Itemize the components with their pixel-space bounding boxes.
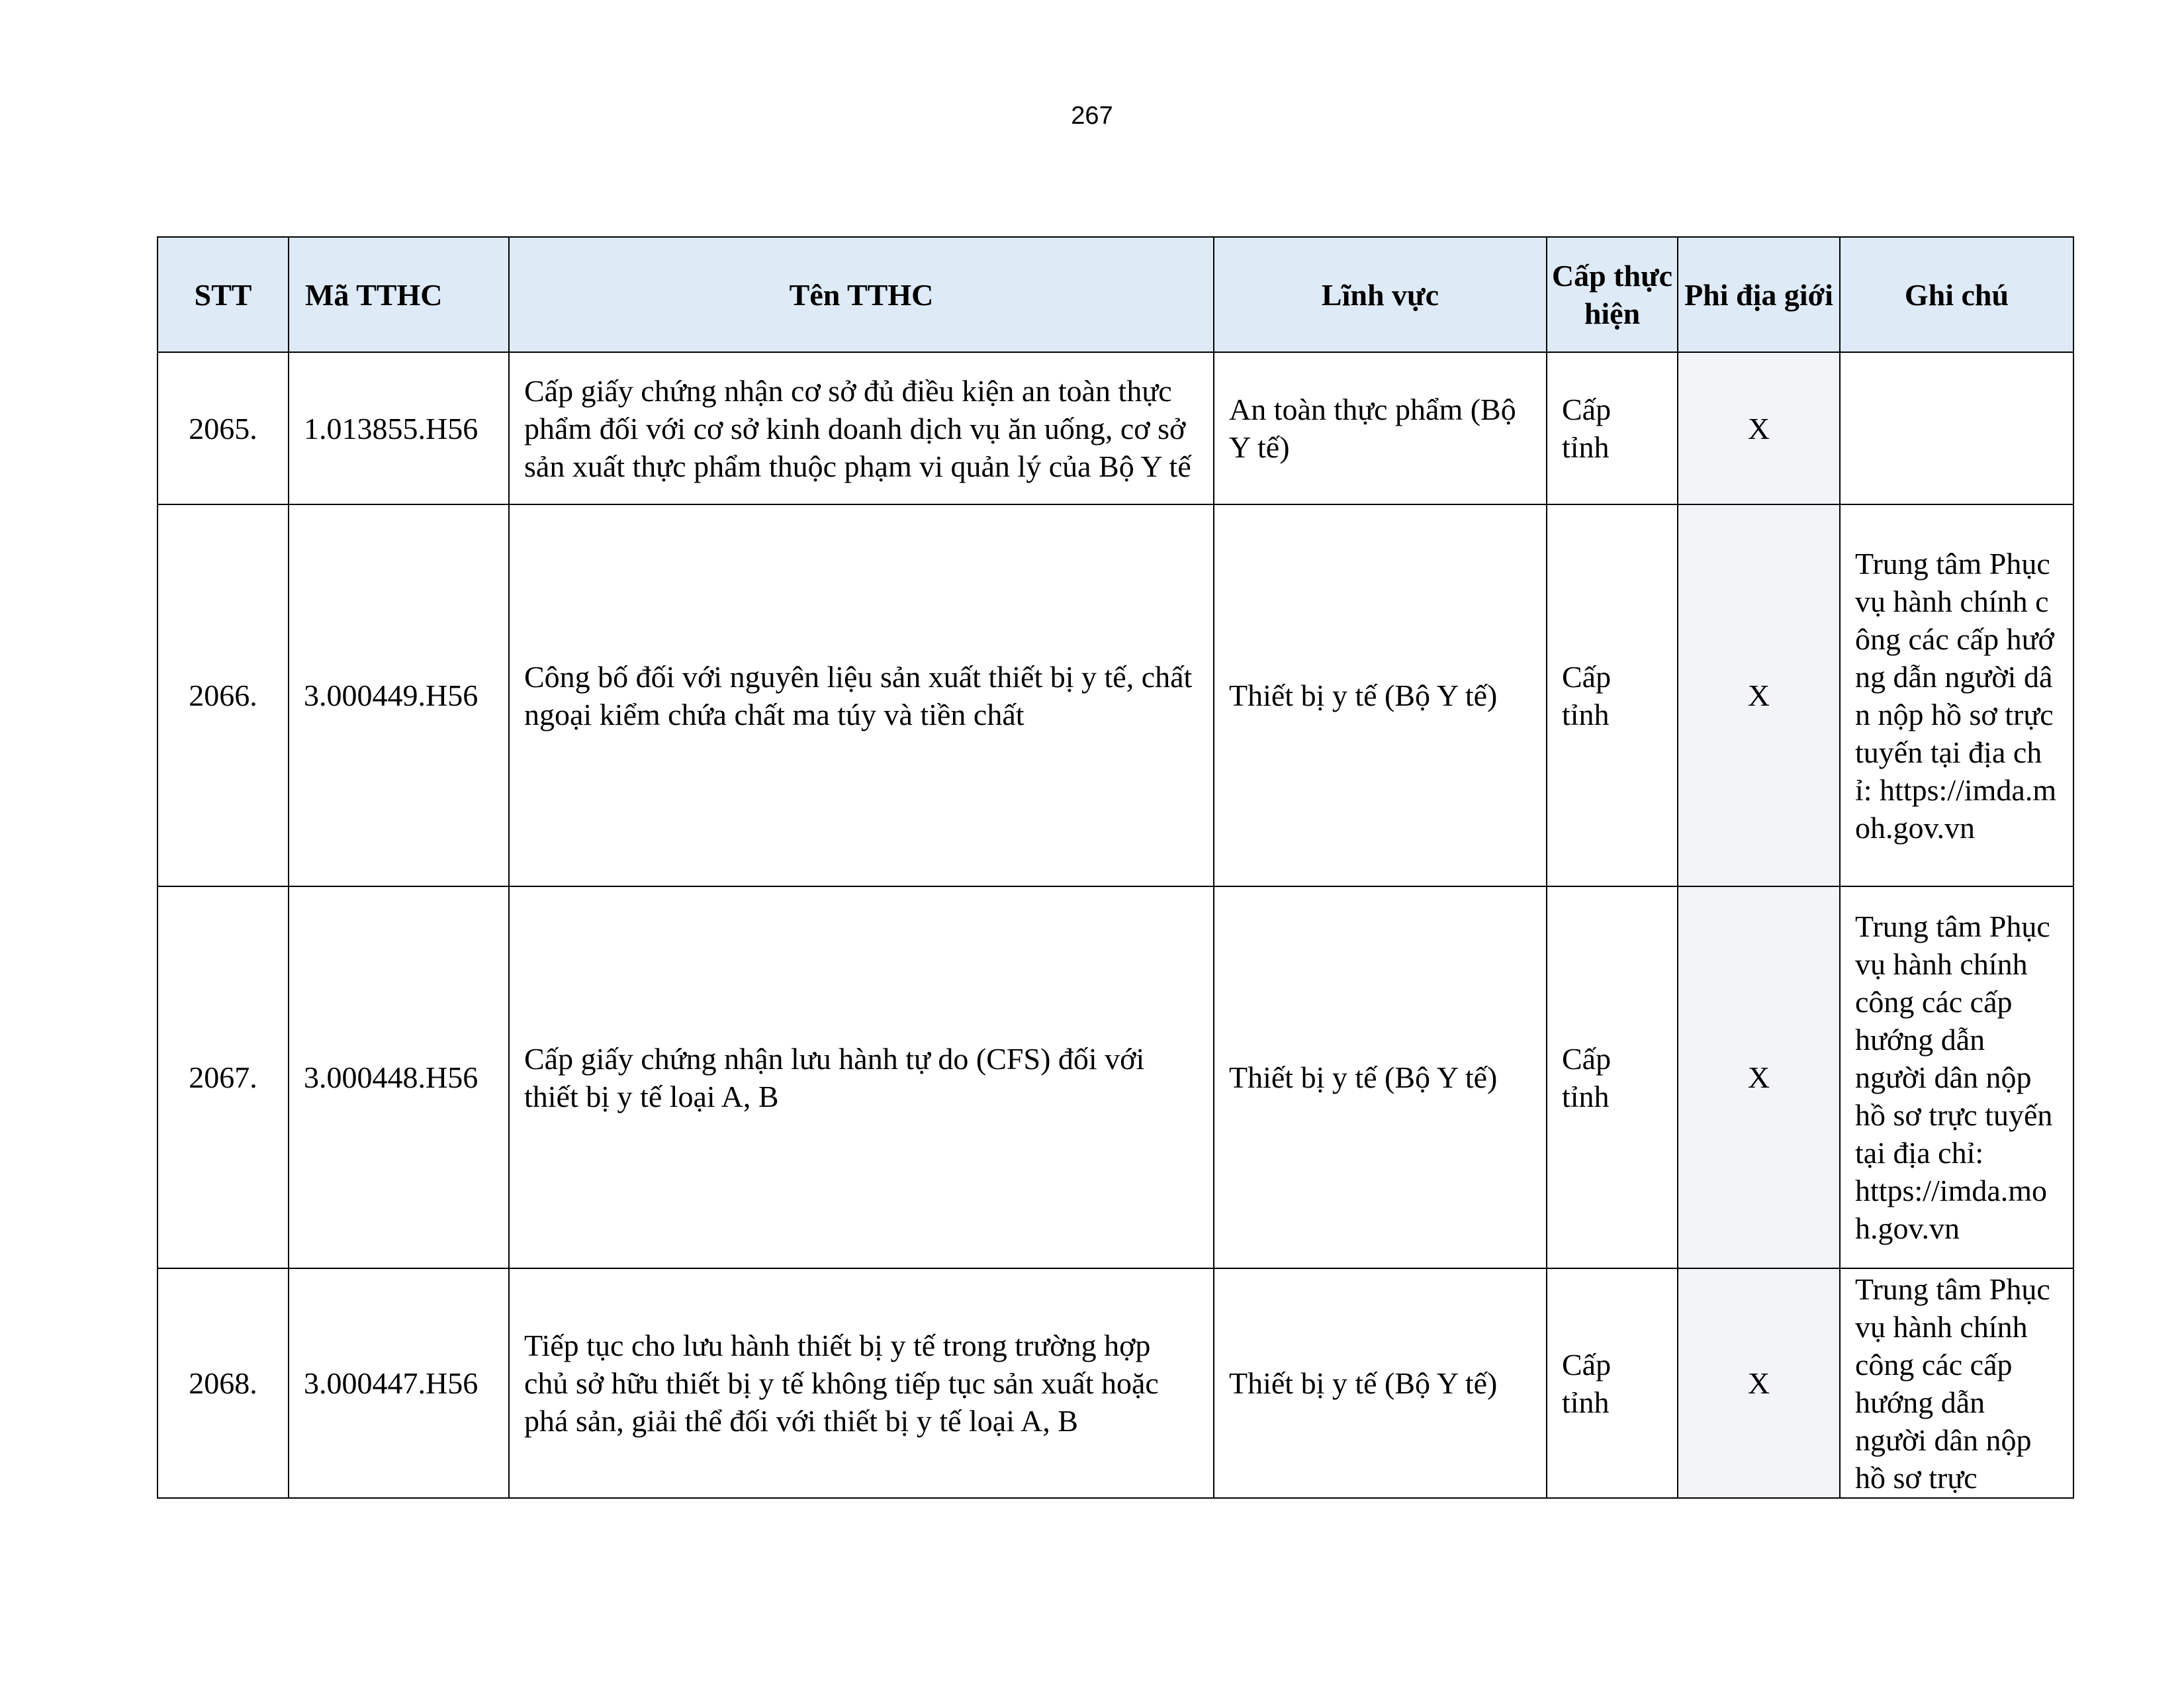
cell-stt: 2066.: [158, 504, 289, 886]
cell-phi-dia-gioi: X: [1678, 1268, 1840, 1498]
cell-ghi-chu: [1840, 352, 2073, 504]
cell-phi-dia-gioi: X: [1678, 886, 1840, 1268]
cell-ten-tthc: Công bố đối với nguyên liệu sản xuất thiết bị y tế, chất ngoại kiểm chứa chất ma túy và tiền chất: [509, 504, 1214, 886]
cell-ma-tthc: 3.000447.H56: [289, 1268, 509, 1498]
cell-stt: 2067.: [158, 886, 289, 1268]
header-ten-tthc: Tên TTHC: [509, 237, 1214, 352]
cell-linh-vuc: Thiết bị y tế (Bộ Y tế): [1214, 504, 1547, 886]
cell-ten-tthc: Cấp giấy chứng nhận cơ sở đủ điều kiện an toàn thực phẩm đối với cơ sở kinh doanh dịch vụ ăn uống, cơ sở sản xuất thực phẩm thuộc phạm vi quản lý của Bộ Y tế: [509, 352, 1214, 504]
cell-linh-vuc: Thiết bị y tế (Bộ Y tế): [1214, 886, 1547, 1268]
cell-phi-dia-gioi: X: [1678, 352, 1840, 504]
cell-ten-tthc: Cấp giấy chứng nhận lưu hành tự do (CFS) đối với thiết bị y tế loại A, B: [509, 886, 1214, 1268]
header-cap-thuc-hien: Cấp thực hiện: [1547, 237, 1678, 352]
header-phi-dia-gioi: Phi địa giới: [1678, 237, 1840, 352]
table-row: [158, 886, 2073, 1268]
procedures-table: [157, 236, 2074, 1499]
cell-ma-tthc: 1.013855.H56: [289, 352, 509, 504]
cell-cap-thuc-hien: Cấp tỉnh: [1547, 1268, 1678, 1498]
cell-cap-thuc-hien: Cấp tỉnh: [1547, 886, 1678, 1268]
table-row: [158, 504, 2073, 886]
cell-linh-vuc: Thiết bị y tế (Bộ Y tế): [1214, 1268, 1547, 1498]
header-stt: STT: [158, 237, 289, 352]
table-row: [158, 352, 2073, 504]
cell-stt: 2065.: [158, 352, 289, 504]
header-ghi-chu: Ghi chú: [1840, 237, 2073, 352]
cell-phi-dia-gioi: X: [1678, 504, 1840, 886]
cell-linh-vuc: An toàn thực phẩm (Bộ Y tế): [1214, 352, 1547, 504]
cell-ghi-chu: Trung tâm Phục vụ hành chính công các cấp hướng dẫn người dân nộp hồ sơ trực: [1840, 1268, 2073, 1498]
header-linh-vuc: Lĩnh vực: [1214, 237, 1547, 352]
cell-ma-tthc: 3.000449.H56: [289, 504, 509, 886]
cell-ten-tthc: Tiếp tục cho lưu hành thiết bị y tế trong trường hợp chủ sở hữu thiết bị y tế không tiếp tục sản xuất hoặc phá sản, giải thể đối với thiết bị y tế loại A, B: [509, 1268, 1214, 1498]
cell-ghi-chu: Trung tâm Phục vụ hành chính công các cấp hướng dẫn người dân nộp hồ sơ trực tuyến tại địa chỉ: https://imda.moh.gov.vn: [1840, 886, 2073, 1268]
cell-ghi-chu: Trung tâm Phục vụ hành chính công các cấp hướng dẫn người dân nộp hồ sơ trực tuyến tại địa chỉ: https://imda.moh.gov.vn: [1840, 504, 2073, 886]
cell-cap-thuc-hien: Cấp tỉnh: [1547, 504, 1678, 886]
header-ma-tthc: Mã TTHC: [289, 237, 509, 352]
page-number: 267: [1071, 102, 1113, 130]
cell-ma-tthc: 3.000448.H56: [289, 886, 509, 1268]
cell-stt: 2068.: [158, 1268, 289, 1498]
header-row: [158, 237, 2073, 352]
cell-cap-thuc-hien: Cấp tỉnh: [1547, 352, 1678, 504]
table-row: [158, 1268, 2073, 1498]
